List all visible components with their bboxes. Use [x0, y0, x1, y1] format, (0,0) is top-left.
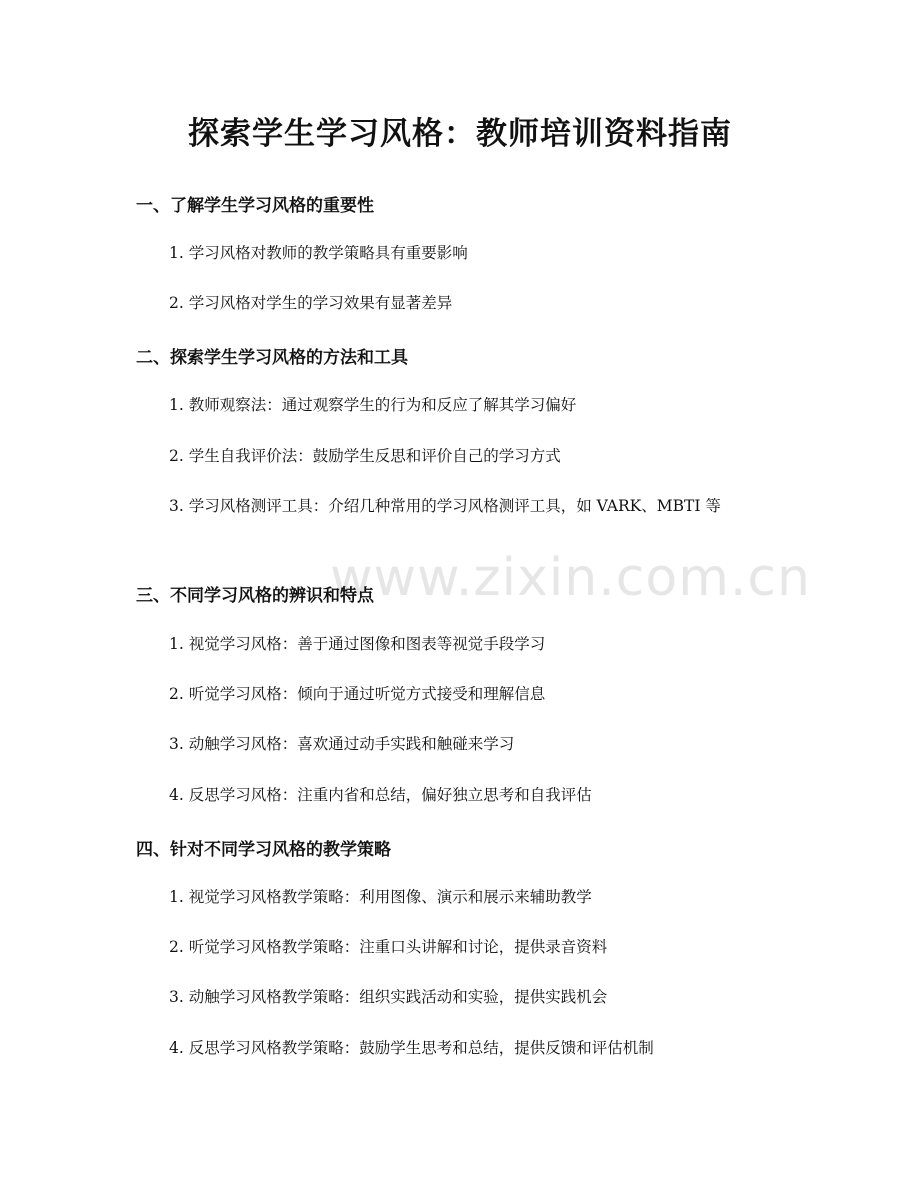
- section-2-item-2: 2. 学生自我评价法：鼓励学生反思和评价自己的学习方式: [169, 447, 561, 465]
- section-heading-4: 四、针对不同学习风格的教学策略: [136, 840, 391, 860]
- watermark: www.zixin.com.cn: [330, 548, 811, 608]
- section-heading-3: 三、不同学习风格的辨识和特点: [136, 586, 374, 606]
- section-4-item-3: 3. 动触学习风格教学策略：组织实践活动和实验，提供实践机会: [169, 988, 608, 1006]
- section-3-item-4: 4. 反思学习风格：注重内省和总结，偏好独立思考和自我评估: [169, 786, 592, 804]
- section-4-item-4: 4. 反思学习风格教学策略：鼓励学生思考和总结，提供反馈和评估机制: [169, 1039, 654, 1057]
- section-1-item-1: 1. 学习风格对教师的教学策略具有重要影响: [169, 244, 468, 262]
- section-heading-1: 一、了解学生学习风格的重要性: [136, 196, 374, 216]
- section-2-item-1: 1. 教师观察法：通过观察学生的行为和反应了解其学习偏好: [169, 396, 577, 414]
- section-3-item-2: 2. 听觉学习风格：倾向于通过听觉方式接受和理解信息: [169, 685, 546, 703]
- section-4-item-2: 2. 听觉学习风格教学策略：注重口头讲解和讨论，提供录音资料: [169, 938, 608, 956]
- section-3-item-3: 3. 动触学习风格：喜欢通过动手实践和触碰来学习: [169, 735, 515, 753]
- section-heading-2: 二、探索学生学习风格的方法和工具: [136, 348, 408, 368]
- section-2-item-3: 3. 学习风格测评工具：介绍几种常用的学习风格测评工具，如 VARK、MBTI 等: [169, 497, 721, 515]
- page-title: 探索学生学习风格：教师培训资料指南: [188, 116, 732, 152]
- section-4-item-1: 1. 视觉学习风格教学策略：利用图像、演示和展示来辅助教学: [169, 888, 592, 906]
- section-1-item-2: 2. 学习风格对学生的学习效果有显著差异: [169, 294, 453, 312]
- section-3-item-1: 1. 视觉学习风格：善于通过图像和图表等视觉手段学习: [169, 635, 546, 653]
